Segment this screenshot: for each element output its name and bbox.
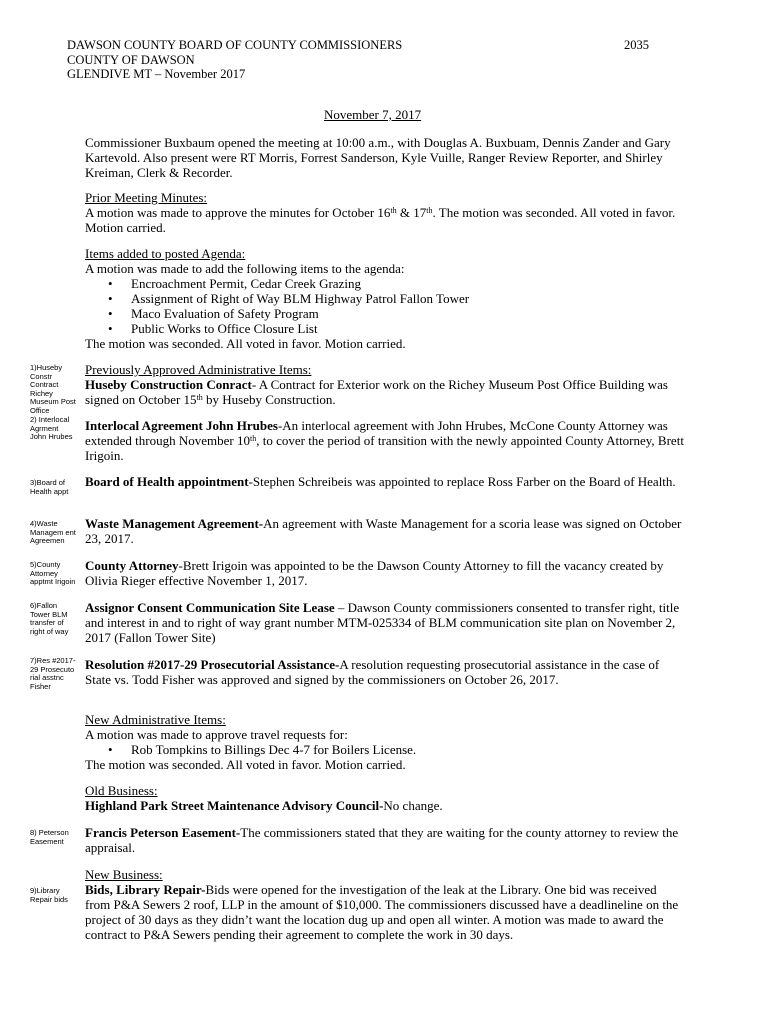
list-item: • Maco Evaluation of Safety Program <box>131 306 685 321</box>
margin-note-hrubes: 2) Interlocal Agrment John Hrubes <box>30 415 73 441</box>
item-title: Highland Park Street Maintenance Advisory Council- <box>85 798 384 813</box>
new-admin-section <box>85 712 685 772</box>
superscript: th <box>196 393 203 402</box>
new-business-section <box>85 867 685 942</box>
item-text: -Stephen Schreibeis was appointed to replace Ross Farber on the Board of Health. <box>248 474 676 489</box>
prior-minutes-text-c: . The motion was seconded. All voted in favor. Motion carried. <box>85 205 676 235</box>
margin-note-resolution: 7)Res #2017-29 Prosecuto rial asstnc Fisher <box>30 656 76 691</box>
agenda-list <box>85 276 685 336</box>
item-title: Bids, Library Repair- <box>85 882 206 897</box>
agenda-lead: A motion was made to add the following items to the agenda: <box>85 261 405 276</box>
item-title: Francis Peterson Easement- <box>85 825 241 840</box>
item-text: Bids were opened for the investigation of the leak at the Library. One bid was received from P&A Sewers 2 roof, LLP in the amount of $10,000. The commissioners discussed have a deadlineline on the project of 30 days as they didn’t want the location dug up and open all winter. A motion was made to award the contract to P&A Sewers pending their agreement to complete the work in 30 days. <box>85 882 679 942</box>
attorney-item <box>85 558 685 588</box>
hrubes-item <box>85 418 685 463</box>
new-admin-heading: New Administrative Items: <box>85 712 226 727</box>
old-business-section <box>85 783 685 813</box>
item-text: No change. <box>383 798 443 813</box>
margin-note-peterson: 8) Peterson Easement <box>30 828 69 846</box>
agenda-closing: The motion was seconded. All voted in favor. Motion carried. <box>85 336 406 351</box>
peterson-item <box>85 825 685 855</box>
margin-note-huseby: 1)Huseby Constr Contract Richey Museum Post Office <box>30 363 76 415</box>
huseby-item <box>85 377 685 407</box>
health-item <box>85 474 685 489</box>
prev-approved-section <box>85 362 685 407</box>
prior-minutes-heading: Prior Meeting Minutes: <box>85 190 208 205</box>
superscript: th <box>426 206 433 215</box>
item-title: Huseby Construction Conract <box>85 377 252 392</box>
intro-paragraph: Commissioner Buxbaum opened the meeting at 10:00 a.m., with Douglas A. Buxbuam, Dennis Zander and Gary Kartevold. Also present were RT Morris, Forrest Sanderson, Kyle Vuille, Ranger Review Reporter, and Shirley Kreiman, Clerk & Recorder. <box>85 135 671 180</box>
new-business-heading: New Business: <box>85 867 163 882</box>
prev-approved-heading: Previously Approved Administrative Items: <box>85 362 312 377</box>
item-title: Interlocal Agreement John Hrubes <box>85 418 278 433</box>
assignor-item <box>85 600 685 645</box>
page-number: 2035 <box>624 38 649 52</box>
new-admin-list <box>85 742 685 757</box>
margin-note-attorney: 5)County Attorney apptmt Irigoin <box>30 560 76 586</box>
list-item: • Encroachment Permit, Cedar Creek Grazing <box>131 276 685 291</box>
item-title: County Attorney <box>85 558 179 573</box>
resolution-item <box>85 657 685 687</box>
highland-item <box>85 798 685 813</box>
item-text: , to cover the period of transition with the newly appointed County Attorney, Brett Irigoin. <box>85 433 684 463</box>
bids-item <box>85 882 685 942</box>
new-admin-closing: The motion was seconded. All voted in favor. Motion carried. <box>85 757 406 772</box>
list-item: • Rob Tompkins to Billings Dec 4-7 for Boilers License. <box>131 742 685 757</box>
item-title: Board of Health appointment <box>85 474 249 489</box>
document-header <box>67 38 402 82</box>
item-text: The commissioners stated that they are waiting for the county attorney to review the appraisal. <box>85 825 679 855</box>
margin-note-library: 9)Library Repair bids <box>30 886 68 904</box>
item-title: Assignor Consent Communication Site Lease <box>85 600 335 615</box>
item-title: Resolution #2017-29 Prosecutorial Assistance- <box>85 657 340 672</box>
agenda-section <box>85 246 685 351</box>
list-item: • Assignment of Right of Way BLM Highway Patrol Fallon Tower <box>131 291 685 306</box>
prior-minutes-section <box>85 190 685 235</box>
agenda-heading: Items added to posted Agenda: <box>85 246 246 261</box>
item-text: by Huseby Construction. <box>202 392 336 407</box>
item-text: - A Contract for Exterior work on the Richey Museum Post Office Building was signed on October 15 <box>85 377 668 407</box>
header-county: COUNTY OF DAWSON <box>67 52 195 67</box>
item-text: An agreement with Waste Management for a scoria lease was signed on October 23, 2017. <box>85 516 682 546</box>
item-text: -Brett Irigoin was appointed to be the Dawson County Attorney to fill the vacancy created by Olivia Rieger effective November 1, 2017. <box>85 558 664 588</box>
waste-item <box>85 516 685 546</box>
superscript: th <box>390 206 397 215</box>
new-admin-lead: A motion was made to approve travel requests for: <box>85 727 348 742</box>
prior-minutes-text <box>85 205 685 235</box>
superscript: th <box>249 434 257 443</box>
margin-note-health: 3)Board of Health appt <box>30 478 69 496</box>
list-item: • Public Works to Office Closure List <box>131 321 685 336</box>
old-business-heading: Old Business: <box>85 783 158 798</box>
margin-note-fallon: 6)Fallon Tower BLM transfer of right of way <box>30 601 69 636</box>
header-location-date: GLENDIVE MT – November 2017 <box>67 67 246 81</box>
item-text: A resolution requesting prosecutorial assistance in the case of State vs. Todd Fisher was approved and signed by the commissioners on October 26, 2017. <box>85 657 660 687</box>
prior-minutes-text-a: A motion was made to approve the minutes for October 16 <box>85 205 391 220</box>
item-title: Waste Management Agreement- <box>85 516 264 531</box>
margin-note-waste: 4)Waste Managem ent Agreemen <box>30 519 76 545</box>
item-text: – Dawson County commissioners consented to transfer right, title and interest in and to right of way grant number MTM-025334 of BLM communication site plan on November 2, 2017 (Fallon Tower Site) <box>85 600 680 645</box>
prior-minutes-text-b: & 17 <box>396 205 427 220</box>
meeting-date: November 7, 2017 <box>324 107 422 122</box>
header-board-title: DAWSON COUNTY BOARD OF COUNTY COMMISSIONERS <box>67 38 403 52</box>
item-text: -An interlocal agreement with John Hrubes, McCone County Attorney was extended through November 10 <box>85 418 668 448</box>
